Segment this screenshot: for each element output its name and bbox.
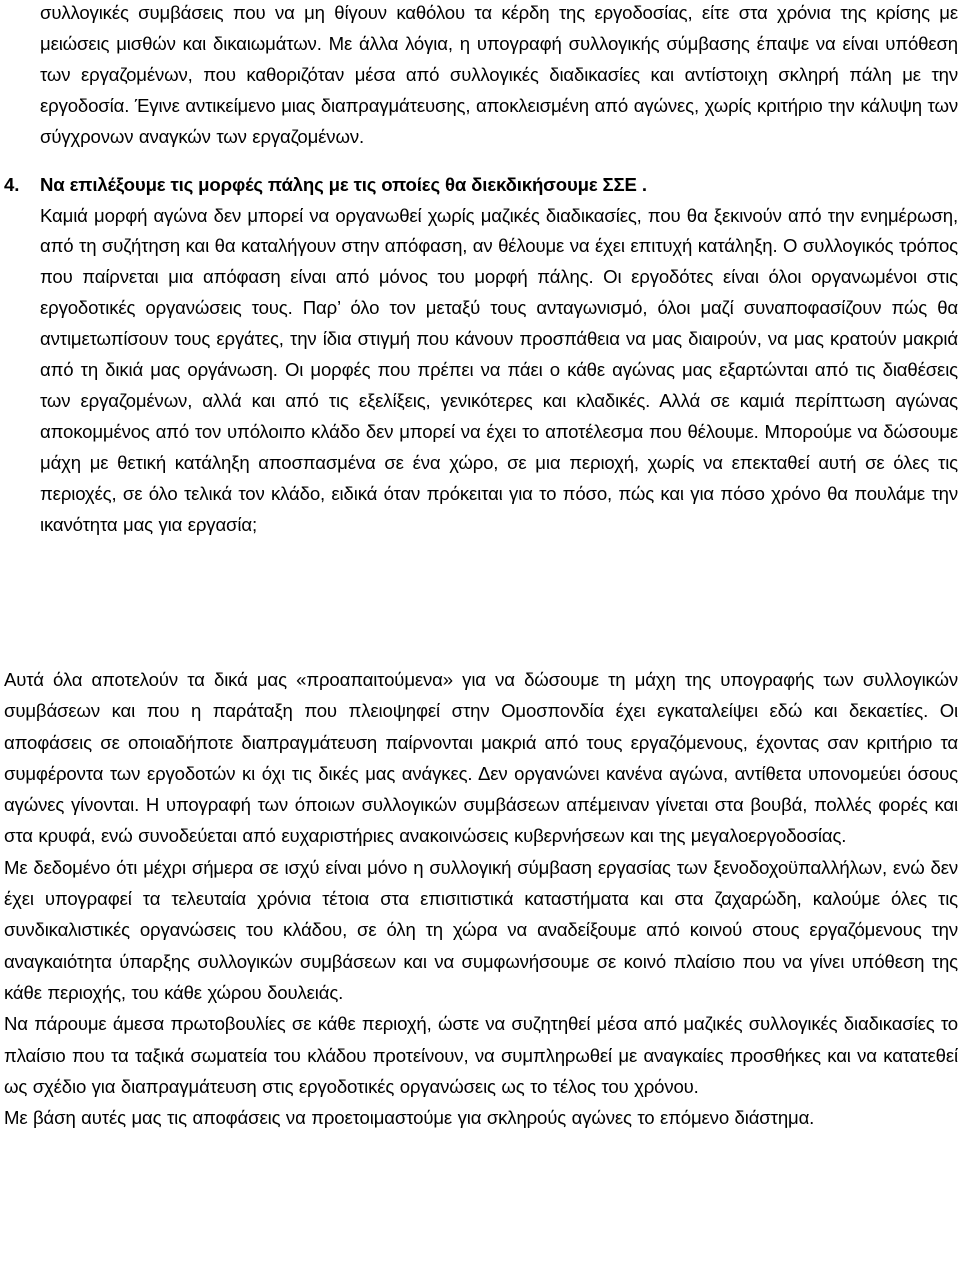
paragraph: Με δεδομένο ότι μέχρι σήμερα σε ισχύ είναι μόνο η συλλογική σύμβαση εργασίας των ξενοδοχοϋπαλλήλων, ενώ δεν έχει υπογραφεί τα τελευταία χρόνια τέτοια στα επισιτιστικά καταστήματα και στα ζαχαρώδη, καλούμε όλες τις συνδικαλιστικές οργανώσεις του κλάδου, σε όλη τη χώρα να αναδείξουμε από κοινού στους εργαζόμενους την αναγκαιότητα ύπαρξης συλλογικών συμβάσεων και να συμφωνήσουμε σε κοινό πλαίσιο που να γίνει υπόθεση της κάθε περιοχής, του κάθε χώρου δουλειάς. [4, 856, 958, 1003]
indented-section [4, 0, 958, 541]
section-heading [4, 170, 958, 200]
section-heading-number: 4. [4, 173, 20, 195]
paragraph-continued: συλλογικές συμβάσεις που να μη θίγουν καθόλου τα κέρδη της εργοδοσίας, είτε στα χρόνια της κρίσης με μειώσεις μισθών και δικαιωμάτων. Με άλλα λόγια, η υπογραφή συλλογικής σύμβασης έπαψε να είναι υπόθεση των εργαζομένων, που καθοριζόταν μέσα από συλλογικές διαδικασίες και αντίστοιχη σκληρή πάλη με την εργοδοσία. Έγινε αντικείμενο μιας διαπραγμάτευσης, αποκλεισμένη από αγώνες, χωρίς κριτήριο την κάλυψη των σύγχρονων αναγκών των εργαζομένων. [40, 2, 958, 147]
paragraph-main: Καμιά μορφή αγώνα δεν μπορεί να οργανωθεί χωρίς μαζικές διαδικασίες, που θα ξεκινούν από την ενημέρωση, από τη συζήτηση και θα καταλήγουν στην απόφαση, αν θέλουμε να έχει επιτυχή κατάληξη. Ο συλλογικός τρόπος που παίρνεται μια απόφαση είναι από μόνος του μορφή πάλης. Οι εργοδότες είναι όλοι οργανωμένοι στις εργοδοτικές οργανώσεις τους. Παρ’ όλο τον μεταξύ τους ανταγωνισμό, όλοι μαζί συναποφασίζουν πώς θα αντιμετωπίσουν τους εργάτες, την ίδια στιγμή που κάνουν προσπάθεια να μας διαιρούν, να μας κρατούν μακριά από τη δικιά μας οργάνωση. Οι μορφές που πρέπει να πάει ο κάθε αγώνας μας εξαρτώνται από τις διαθέσεις των εργαζομένων, αλλά και από τις εξελίξεις, γενικότερες και κλαδικές. Αλλά σε καμιά περίπτωση αγώνας αποκομμένος από τον υπόλοιπο κλάδο δεν μπορεί να έχει το αποτέλεσμα που θέλουμε. Μπορούμε να δώσουμε μάχη με θετική κατάληξη αποσπασμένα σε ένα χώρο, σε μια περιοχή, χωρίς να επεκταθεί αυτή σε όλες τις περιοχές, σε όλο τελικά τον κλάδο, ειδικά όταν πρόκειται για το πόσο, πώς και για πόσο χρόνο θα πουλάμε την ικανότητα μας για εργασία; [40, 204, 958, 535]
section-heading-title [4, 170, 958, 200]
full-width-section [4, 664, 958, 1133]
section-heading-text: Να επιλέξουμε τις μορφές πάλης με τις οποίες θα διεκδικήσουμε ΣΣΕ . [40, 173, 647, 195]
paragraph: Αυτά όλα αποτελούν τα δικά μας «προαπαιτούμενα» για να δώσουμε τη μάχη της υπογραφής των συλλογικών συμβάσεων και που η παράταξη που πλειοψηφεί στην Ομοσπονδία έχει εγκαταλείψει εδώ και δεκαετίες. Οι αποφάσεις σε οποιαδήποτε διαπραγμάτευση παίρνονται μακριά από τους εργαζόμενους, έχοντας σαν κριτήριο τα συμφέροντα των εργοδοτών κι όχι τις δικές μας ανάγκες. Δεν οργανώνει κανένα αγώνα, αντίθετα υπονομεύει όσους αγώνες γίνονται. Η υπογραφή των όποιων συλλογικών συμβάσεων απέμειναν γίνεται στα βουβά, πολλές φορές και στα κρυφά, ενώ συνοδεύεται από ευχαριστήριες ανακοινώσεις κυβερνήσεων και της μεγαλοεργοδοσίας. [4, 669, 958, 847]
paragraph: Να πάρουμε άμεσα πρωτοβουλίες σε κάθε περιοχή, ώστε να συζητηθεί μέσα από μαζικές συλλογικές διαδικασίες το πλαίσιο που τα ταξικά σωματεία του κλάδου προτείνουν, να συμπληρωθεί με αναγκαίες προσθήκες και να κατατεθεί ως σχέδιο για διαπραγμάτευση στις εργοδοτικές οργανώσεις ως το τέλος του χρόνου. [4, 1013, 958, 1097]
paragraph: Με βάση αυτές μας τις αποφάσεις να προετοιμαστούμε για σκληρούς αγώνες το επόμενο διάστημα. [4, 1107, 815, 1129]
